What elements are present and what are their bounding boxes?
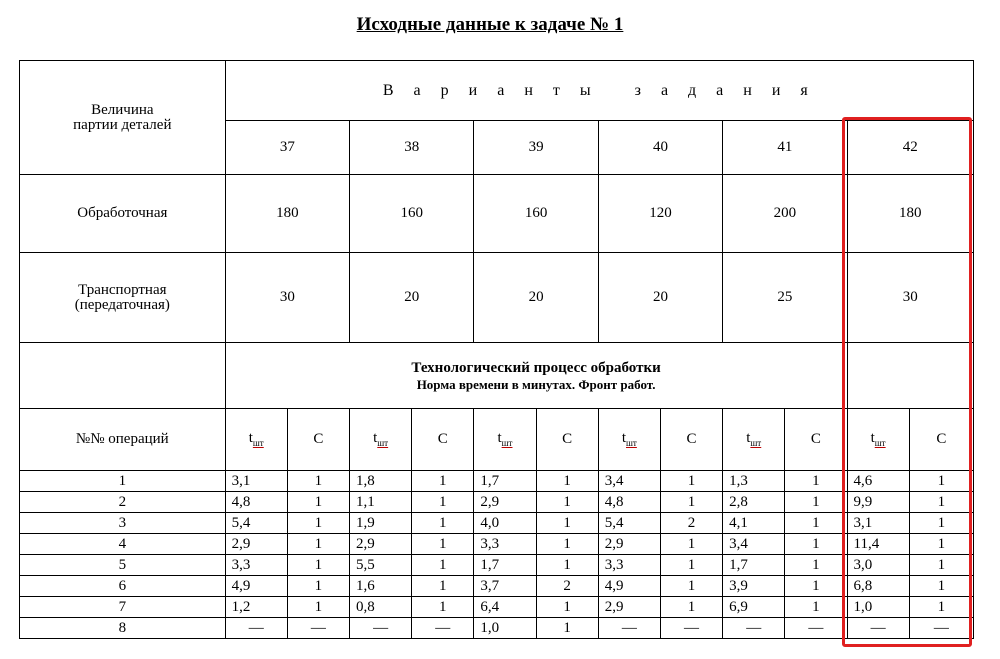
operation-number: 8 [20, 618, 226, 639]
time-norm-value: 2,9 [350, 534, 412, 555]
workers-value: 2 [536, 576, 598, 597]
time-norm-value: 1,7 [474, 555, 536, 576]
workers-value: 1 [287, 576, 349, 597]
workers-value: 1 [909, 492, 973, 513]
variant-number: 38 [350, 121, 474, 175]
workers-value: 1 [909, 576, 973, 597]
workers-value: 1 [660, 471, 722, 492]
time-norm-value: 3,3 [474, 534, 536, 555]
time-norm-value: 6,9 [723, 597, 785, 618]
variant-number: 42 [847, 121, 973, 175]
time-norm-value: 3,1 [225, 471, 287, 492]
workers-value: 1 [412, 492, 474, 513]
workers-value: 1 [785, 492, 847, 513]
operations-label: №№ операций [20, 409, 226, 471]
workers-value: 1 [536, 618, 598, 639]
time-norm-value: 4,1 [723, 513, 785, 534]
transport-value: 30 [225, 253, 349, 343]
time-norm-subscript: шт [750, 438, 762, 448]
workers-value: 1 [660, 534, 722, 555]
time-norm-value: 4,8 [225, 492, 287, 513]
workers-value: 1 [909, 534, 973, 555]
time-norm-value: 1,9 [350, 513, 412, 534]
workers-header: С [785, 409, 847, 471]
workers-value: 1 [785, 597, 847, 618]
time-norm-value: 1,7 [723, 555, 785, 576]
time-norm-value: — [350, 618, 412, 639]
time-norm-symbol: $t_{шт}$ [497, 430, 513, 448]
workers-value: 1 [660, 597, 722, 618]
table-row [20, 492, 974, 513]
time-norm-subscript: шт [501, 438, 513, 448]
time-norm-value: — [225, 618, 287, 639]
time-norm-header [225, 409, 287, 471]
time-norm-value: 1,6 [350, 576, 412, 597]
variant-number: 37 [225, 121, 349, 175]
time-norm-symbol: $t_{шт}$ [373, 430, 389, 448]
time-norm-subscript: шт [626, 438, 637, 448]
workers-value: 1 [536, 597, 598, 618]
workers-header: С [287, 409, 349, 471]
time-norm-value: — [598, 618, 660, 639]
workers-value: 1 [412, 513, 474, 534]
workers-value: 1 [660, 492, 722, 513]
transport-value: 20 [350, 253, 474, 343]
workers-value: — [785, 618, 847, 639]
operation-number: 4 [20, 534, 226, 555]
workers-value: 2 [660, 513, 722, 534]
time-norm-value: 3,3 [598, 555, 660, 576]
workers-value: 1 [909, 513, 973, 534]
workers-value: 1 [536, 471, 598, 492]
workers-value: — [660, 618, 722, 639]
time-norm-value: 4,6 [847, 471, 909, 492]
time-norm-value: 3,9 [723, 576, 785, 597]
workers-value: 1 [412, 534, 474, 555]
workers-value: 1 [412, 597, 474, 618]
table-row [20, 471, 974, 492]
workers-value: 1 [287, 471, 349, 492]
workers-value: 1 [287, 513, 349, 534]
time-norm-value: 3,4 [598, 471, 660, 492]
workers-value: 1 [909, 471, 973, 492]
processing-value: 180 [847, 175, 973, 253]
time-norm-value: 6,8 [847, 576, 909, 597]
workers-value: 1 [287, 534, 349, 555]
time-norm-value: — [847, 618, 909, 639]
workers-value: 1 [536, 513, 598, 534]
table-row [20, 513, 974, 534]
table-row [20, 534, 974, 555]
variant-number: 40 [598, 121, 722, 175]
table-row [20, 555, 974, 576]
time-norm-value: 2,8 [723, 492, 785, 513]
operation-number: 5 [20, 555, 226, 576]
time-norm-value: 2,9 [598, 597, 660, 618]
time-norm-symbol: $t_{шт}$ [621, 430, 637, 448]
workers-value: 1 [660, 576, 722, 597]
workers-header: С [412, 409, 474, 471]
operation-number: 3 [20, 513, 226, 534]
time-norm-subscript: шт [252, 438, 264, 448]
workers-value: 1 [412, 471, 474, 492]
time-norm-value: 2,9 [598, 534, 660, 555]
workers-header: С [536, 409, 598, 471]
time-norm-value: 1,0 [474, 618, 536, 639]
time-norm-value: 6,4 [474, 597, 536, 618]
process-subheading: Норма времени в минутах. Фронт работ. [416, 376, 656, 392]
workers-value: 1 [412, 555, 474, 576]
workers-value: 1 [785, 534, 847, 555]
workers-value: 1 [412, 576, 474, 597]
processing-value: 160 [474, 175, 598, 253]
time-norm-value: 0,8 [350, 597, 412, 618]
time-norm-value: 4,0 [474, 513, 536, 534]
operation-number: 1 [20, 471, 226, 492]
workers-header: С [660, 409, 722, 471]
time-norm-value: 4,8 [598, 492, 660, 513]
process-heading: Технологический процесс обработки [411, 359, 661, 376]
time-norm-header [350, 409, 412, 471]
operation-number: 7 [20, 597, 226, 618]
workers-value: 1 [536, 534, 598, 555]
workers-value: 1 [536, 555, 598, 576]
time-norm-value: — [723, 618, 785, 639]
time-norm-value: 4,9 [225, 576, 287, 597]
processing-label: Обработочная [20, 175, 226, 253]
time-norm-value: 1,2 [225, 597, 287, 618]
time-norm-value: 1,1 [350, 492, 412, 513]
processing-value: 160 [350, 175, 474, 253]
table-row [20, 618, 974, 639]
workers-value: — [909, 618, 973, 639]
time-norm-value: 5,5 [350, 555, 412, 576]
time-norm-value: 3,7 [474, 576, 536, 597]
workers-value: 1 [287, 597, 349, 618]
workers-value: 1 [785, 513, 847, 534]
workers-value: 1 [785, 471, 847, 492]
lot-size-label: Величина партии деталей [20, 61, 226, 175]
table-row [20, 597, 974, 618]
workers-value: 1 [785, 576, 847, 597]
transport-value: 20 [598, 253, 722, 343]
variants-heading: В а р и а н т ы з а д а н и я [225, 61, 973, 121]
time-norm-value: 11,4 [847, 534, 909, 555]
time-norm-value: 2,9 [474, 492, 536, 513]
empty-cell [20, 343, 226, 409]
workers-value: 1 [660, 555, 722, 576]
workers-value: — [287, 618, 349, 639]
source-data-table [19, 60, 974, 639]
time-norm-value: 9,9 [847, 492, 909, 513]
workers-value: 1 [909, 597, 973, 618]
time-norm-value: 5,4 [225, 513, 287, 534]
variant-number: 41 [723, 121, 847, 175]
workers-value: 1 [536, 492, 598, 513]
workers-value: 1 [785, 555, 847, 576]
time-norm-value: 1,7 [474, 471, 536, 492]
time-norm-value: 1,0 [847, 597, 909, 618]
transport-label: Транспортная (передаточная) [20, 253, 226, 343]
process-heading-cell [225, 343, 847, 409]
time-norm-value: 3,3 [225, 555, 287, 576]
time-norm-header [598, 409, 660, 471]
workers-header: С [909, 409, 973, 471]
transport-value: 25 [723, 253, 847, 343]
time-norm-symbol: $t_{шт}$ [746, 430, 762, 448]
transport-value: 20 [474, 253, 598, 343]
workers-value: 1 [287, 492, 349, 513]
workers-value: — [412, 618, 474, 639]
time-norm-subscript: шт [377, 438, 389, 448]
time-norm-value: 5,4 [598, 513, 660, 534]
time-norm-value: 4,9 [598, 576, 660, 597]
workers-value: 1 [909, 555, 973, 576]
workers-value: 1 [287, 555, 349, 576]
time-norm-symbol: $t_{шт}$ [248, 430, 264, 448]
time-norm-value: 3,0 [847, 555, 909, 576]
time-norm-value: 1,3 [723, 471, 785, 492]
page-title: Исходные данные к задаче № 1 [356, 14, 624, 35]
processing-value: 200 [723, 175, 847, 253]
time-norm-value: 2,9 [225, 534, 287, 555]
variant-number: 39 [474, 121, 598, 175]
processing-value: 180 [225, 175, 349, 253]
time-norm-subscript: шт [874, 438, 886, 448]
operation-number: 2 [20, 492, 226, 513]
time-norm-header [474, 409, 536, 471]
operation-number: 6 [20, 576, 226, 597]
time-norm-value: 3,1 [847, 513, 909, 534]
transport-value: 30 [847, 253, 973, 343]
time-norm-value: 3,4 [723, 534, 785, 555]
time-norm-header [723, 409, 785, 471]
table-row [20, 576, 974, 597]
time-norm-value: 1,8 [350, 471, 412, 492]
time-norm-symbol: $t_{шт}$ [870, 430, 886, 448]
processing-value: 120 [598, 175, 722, 253]
highlight-box [842, 117, 972, 647]
